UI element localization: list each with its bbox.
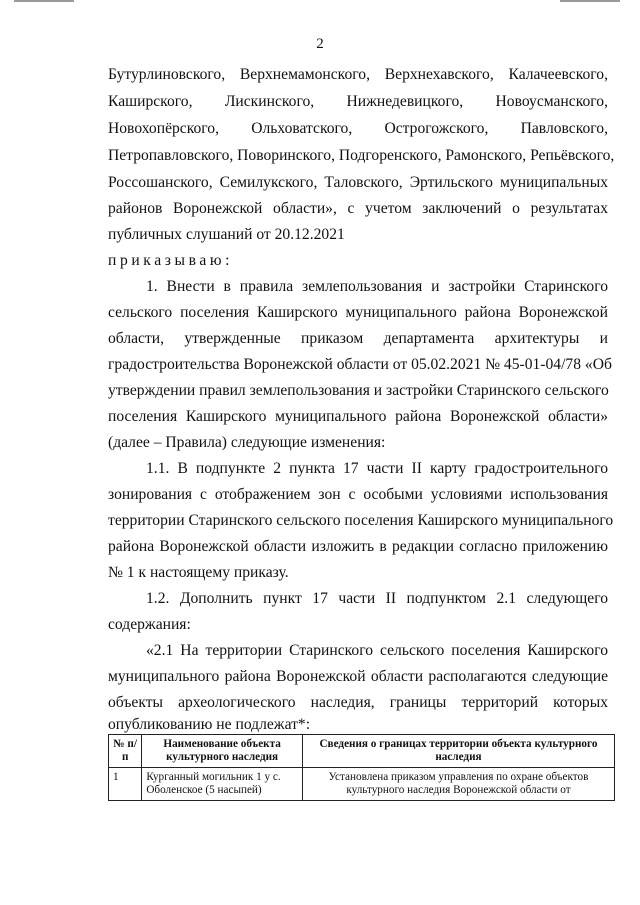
column-header-name: Наименование объекта культурного наследия bbox=[142, 735, 303, 768]
heritage-objects-table bbox=[108, 734, 615, 801]
text-line: сельского поселения Каширского муниципального района Воронежской bbox=[108, 304, 608, 321]
text-line: градостроительства Воронежской области от 05.02.2021 № 45-01-04/78 «Об bbox=[108, 356, 612, 373]
text-line: утверждении правил землепользования и застройки Старинского сельского bbox=[108, 382, 609, 399]
item-1-heading: 1. Внести в правила землепользования и застройки Старинского bbox=[146, 278, 608, 295]
column-header-boundaries: Сведения о границах территории объекта культурного наследия bbox=[302, 735, 614, 768]
text-line: поселения Каширского муниципального района Воронежской области» bbox=[108, 408, 608, 425]
column-header-number: № п/п bbox=[109, 735, 142, 768]
scan-edge-mark bbox=[14, 0, 74, 2]
text-line: муниципального района Воронежской области располагаются следующие bbox=[108, 668, 608, 685]
table-cell-boundaries: Установлена приказом управления по охране объектов культурного наследия Воронежской области от bbox=[302, 768, 614, 801]
order-word: приказываю: bbox=[108, 252, 234, 269]
text-line: территории Старинского сельского поселения Каширского муниципального bbox=[108, 512, 614, 529]
scan-edge-mark bbox=[560, 0, 620, 2]
text-line: объекты археологического наследия, границы территорий которых bbox=[108, 694, 608, 711]
item-1-1-heading: 1.1. В подпункте 2 пункта 17 части II карту градостроительного bbox=[146, 460, 608, 477]
text-line: публичных слушаний от 20.12.2021 bbox=[108, 226, 345, 243]
table-cell-number: 1 bbox=[109, 768, 142, 801]
table-cell-name: Курганный могильник 1 у с. Оболенское (5 насыпей) bbox=[142, 768, 303, 801]
text-line: содержания: bbox=[108, 616, 191, 633]
table-row bbox=[109, 768, 615, 801]
text-line: Россошанского, Семилукского, Таловского, Эртильского муниципальных bbox=[108, 174, 608, 191]
page-number: 2 bbox=[316, 36, 324, 52]
text-line: (далее – Правила) следующие изменения: bbox=[108, 434, 386, 451]
text-line: Каширского, Лискинского, Нижнедевицкого, Новоусманского, bbox=[108, 93, 608, 110]
item-1-2-heading: 1.2. Дополнить пункт 17 части II подпунктом 2.1 следующего bbox=[146, 590, 608, 607]
text-line: № 1 к настоящему приказу. bbox=[108, 564, 289, 581]
text-line: районов Воронежской области», с учетом заключений о результатах bbox=[108, 200, 608, 217]
text-line: опубликованию не подлежат*: bbox=[108, 716, 311, 733]
text-line: Бутурлиновского, Верхнемамонского, Верхнехавского, Калачеевского, bbox=[108, 66, 608, 83]
text-line: области, утвержденные приказом департамента архитектуры и bbox=[108, 330, 608, 347]
table-header-row bbox=[109, 735, 615, 768]
text-line: Новохопёрского, Ольховатского, Острогожского, Павловского, bbox=[108, 120, 608, 137]
quote-2-1-heading: «2.1 На территории Старинского сельского поселения Каширского bbox=[146, 642, 608, 659]
text-line: Петропавловского, Поворинского, Подгоренского, Рамонского, Репьёвского, bbox=[108, 147, 615, 164]
text-line: района Воронежской области изложить в редакции согласно приложению bbox=[108, 538, 608, 555]
text-line: зонирования с отображением зон с особыми условиями использования bbox=[108, 486, 608, 503]
